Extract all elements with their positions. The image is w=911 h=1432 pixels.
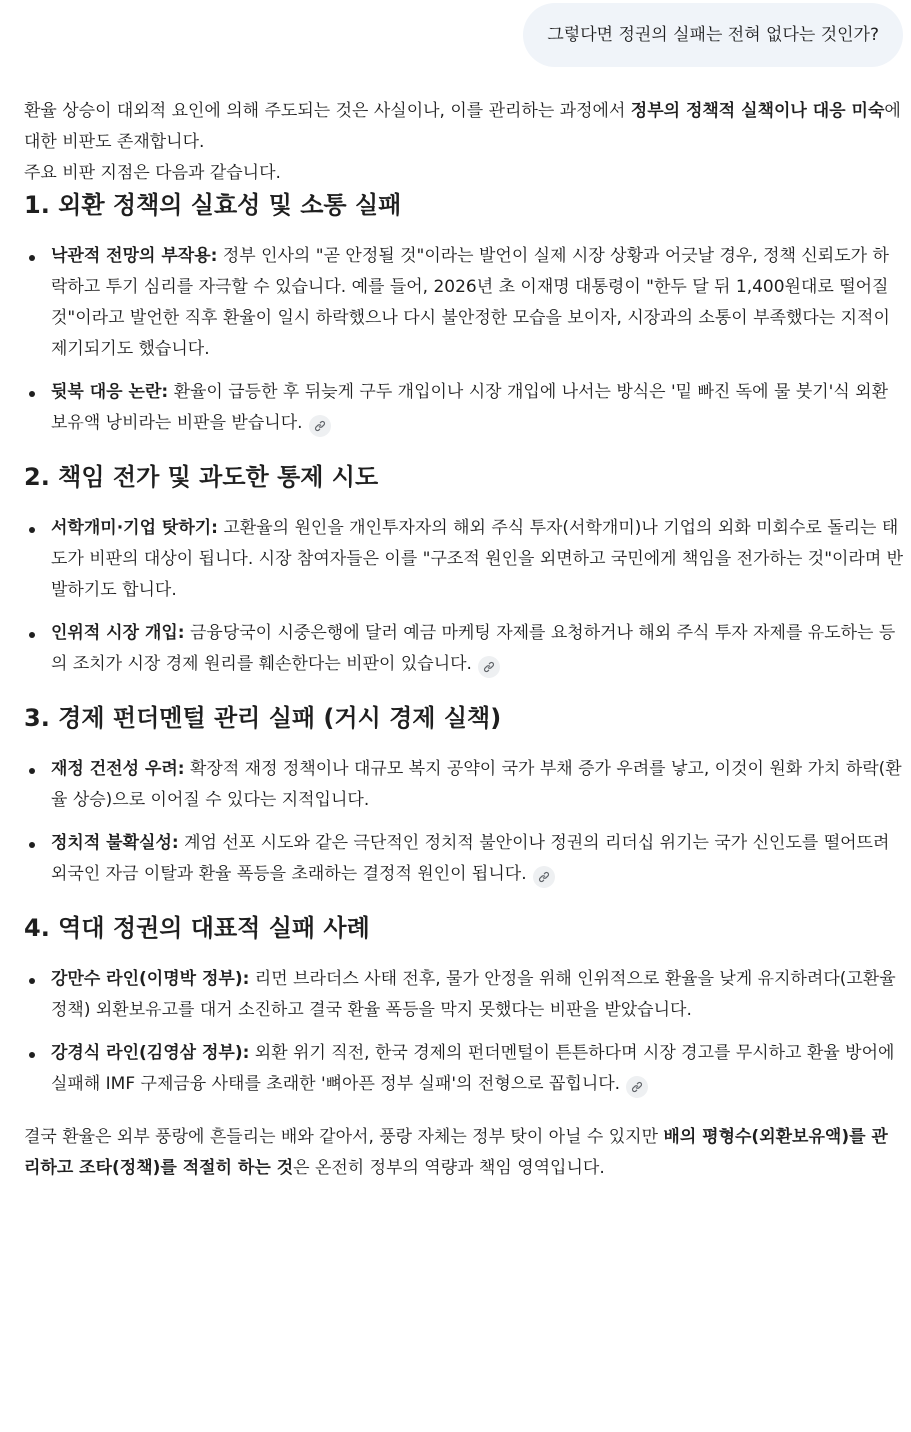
section-heading-1: 1. 외환 정책의 실효성 및 소통 실패 [24, 191, 402, 219]
intro-paragraph: 환율 상승이 대외적 요인에 의해 주도되는 것은 사실이나, 이를 관리하는 과정에서 정부의 정책적 실책이나 대응 미숙에 대한 비판도 존재합니다. [24, 101, 901, 152]
list-item [24, 618, 904, 680]
item-label: 인위적 시장 개입: [51, 623, 185, 643]
link-icon [538, 871, 550, 883]
item-label: 낙관적 전망의 부작용: [51, 246, 218, 266]
section-list-3 [24, 754, 904, 890]
list-item [24, 964, 904, 1026]
conclusion-emphasis: 배의 평형수(외환보유액)를 관리하고 조타(정책)를 적절히 하는 것 [24, 1127, 888, 1178]
link-icon [314, 420, 326, 432]
model-response [24, 96, 904, 1184]
list-item [24, 828, 904, 890]
item-label: 서학개미·기업 탓하기: [51, 518, 218, 538]
section-list-2 [24, 513, 904, 680]
section-list-1 [24, 241, 904, 439]
item-text: 고환율의 원인을 개인투자자의 해외 주식 투자(서학개미)나 기업의 외화 미회수로 돌리는 태도가 비판의 대상이 됩니다. 시장 참여자들은 이를 "구조적 원인을 외면하고 국민에게 책임을 전가하는 것"이라며 반발하기도 합니다. [51, 518, 904, 600]
user-query-text: 그렇다면 정권의 실패는 전혀 없다는 것인가? [547, 25, 879, 45]
section-heading-4: 4. 역대 정권의 대표적 실패 사례 [24, 914, 370, 942]
lead-paragraph: 주요 비판 지점은 다음과 같습니다. [24, 163, 281, 183]
item-text: 외환 위기 직전, 한국 경제의 펀더멘털이 튼튼하다며 시장 경고를 무시하고 환율 방어에 실패해 IMF 구제금융 사태를 초래한 '뼈아픈 정부 실패'의 전형으로 꼽힙니다. [51, 1043, 895, 1094]
list-item [24, 754, 904, 816]
item-text: 금융당국이 시중은행에 달러 예금 마케팅 자제를 요청하거나 해외 주식 투자 자제를 유도하는 등의 조치가 시장 경제 원리를 훼손한다는 비판이 있습니다. [51, 623, 896, 674]
item-label: 강만수 라인(이명박 정부): [51, 969, 250, 989]
item-label: 강경식 라인(김영삼 정부): [51, 1043, 250, 1063]
item-label: 뒷북 대응 논란: [51, 382, 169, 402]
source-link-button[interactable] [533, 866, 555, 888]
user-query-bubble [523, 3, 903, 67]
item-text: 환율이 급등한 후 뒤늦게 구두 개입이나 시장 개입에 나서는 방식은 '밑 빠진 독에 물 붓기'식 외환보유액 낭비라는 비판을 받습니다. [51, 382, 889, 433]
link-icon [631, 1081, 643, 1093]
source-link-button[interactable] [626, 1076, 648, 1098]
conclusion-paragraph: 결국 환율은 외부 풍랑에 흔들리는 배와 같아서, 풍랑 자체는 정부 탓이 아닐 수 있지만 배의 평형수(외환보유액)를 관리하고 조타(정책)를 적절히 하는 것은 온전히 정부의 역량과 책임 영역입니다. [24, 1127, 888, 1178]
section-heading-3: 3. 경제 펀더멘털 관리 실패 (거시 경제 실책) [24, 704, 502, 732]
source-link-button[interactable] [309, 415, 331, 437]
source-link-button[interactable] [478, 656, 500, 678]
list-item [24, 513, 904, 606]
item-text: 리먼 브라더스 사태 전후, 물가 안정을 위해 인위적으로 환율을 낮게 유지하려다(고환율 정책) 외환보유고를 대거 소진하고 결국 환율 폭등을 막지 못했다는 비판을 받았습니다. [51, 969, 896, 1020]
item-text: 계엄 선포 시도와 같은 극단적인 정치적 불안이나 정권의 리더십 위기는 국가 신인도를 떨어뜨려 외국인 자금 이탈과 환율 폭등을 초래하는 결정적 원인이 됩니다. [51, 833, 890, 884]
list-item [24, 241, 904, 365]
list-item [24, 377, 904, 439]
item-label: 재정 건전성 우려: [51, 759, 185, 779]
item-text: 확장적 재정 정책이나 대규모 복지 공약이 국가 부채 증가 우려를 낳고, 이것이 원화 가치 하락(환율 상승)으로 이어질 수 있다는 지적입니다. [51, 759, 902, 810]
item-label: 정치적 불확실성: [51, 833, 179, 853]
intro-emphasis: 정부의 정책적 실책이나 대응 미숙 [630, 101, 885, 121]
section-heading-2: 2. 책임 전가 및 과도한 통제 시도 [24, 463, 379, 491]
list-item [24, 1038, 904, 1100]
item-text: 정부 인사의 "곧 안정될 것"이라는 발언이 실제 시장 상황과 어긋날 경우, 정책 신뢰도가 하락하고 투기 심리를 자극할 수 있습니다. 예를 들어, 2026년 초 이재명 대통령이 "한두 달 뒤 1,400원대로 떨어질 것"이라고 발언한 직후 환율이 일시 하락했으나 다시 불안정한 모습을 보이자, 시장과의 소통이 부족했다는 지적이 제기되기도 했습니다. [51, 246, 890, 359]
link-icon [483, 661, 495, 673]
section-list-4 [24, 964, 904, 1100]
